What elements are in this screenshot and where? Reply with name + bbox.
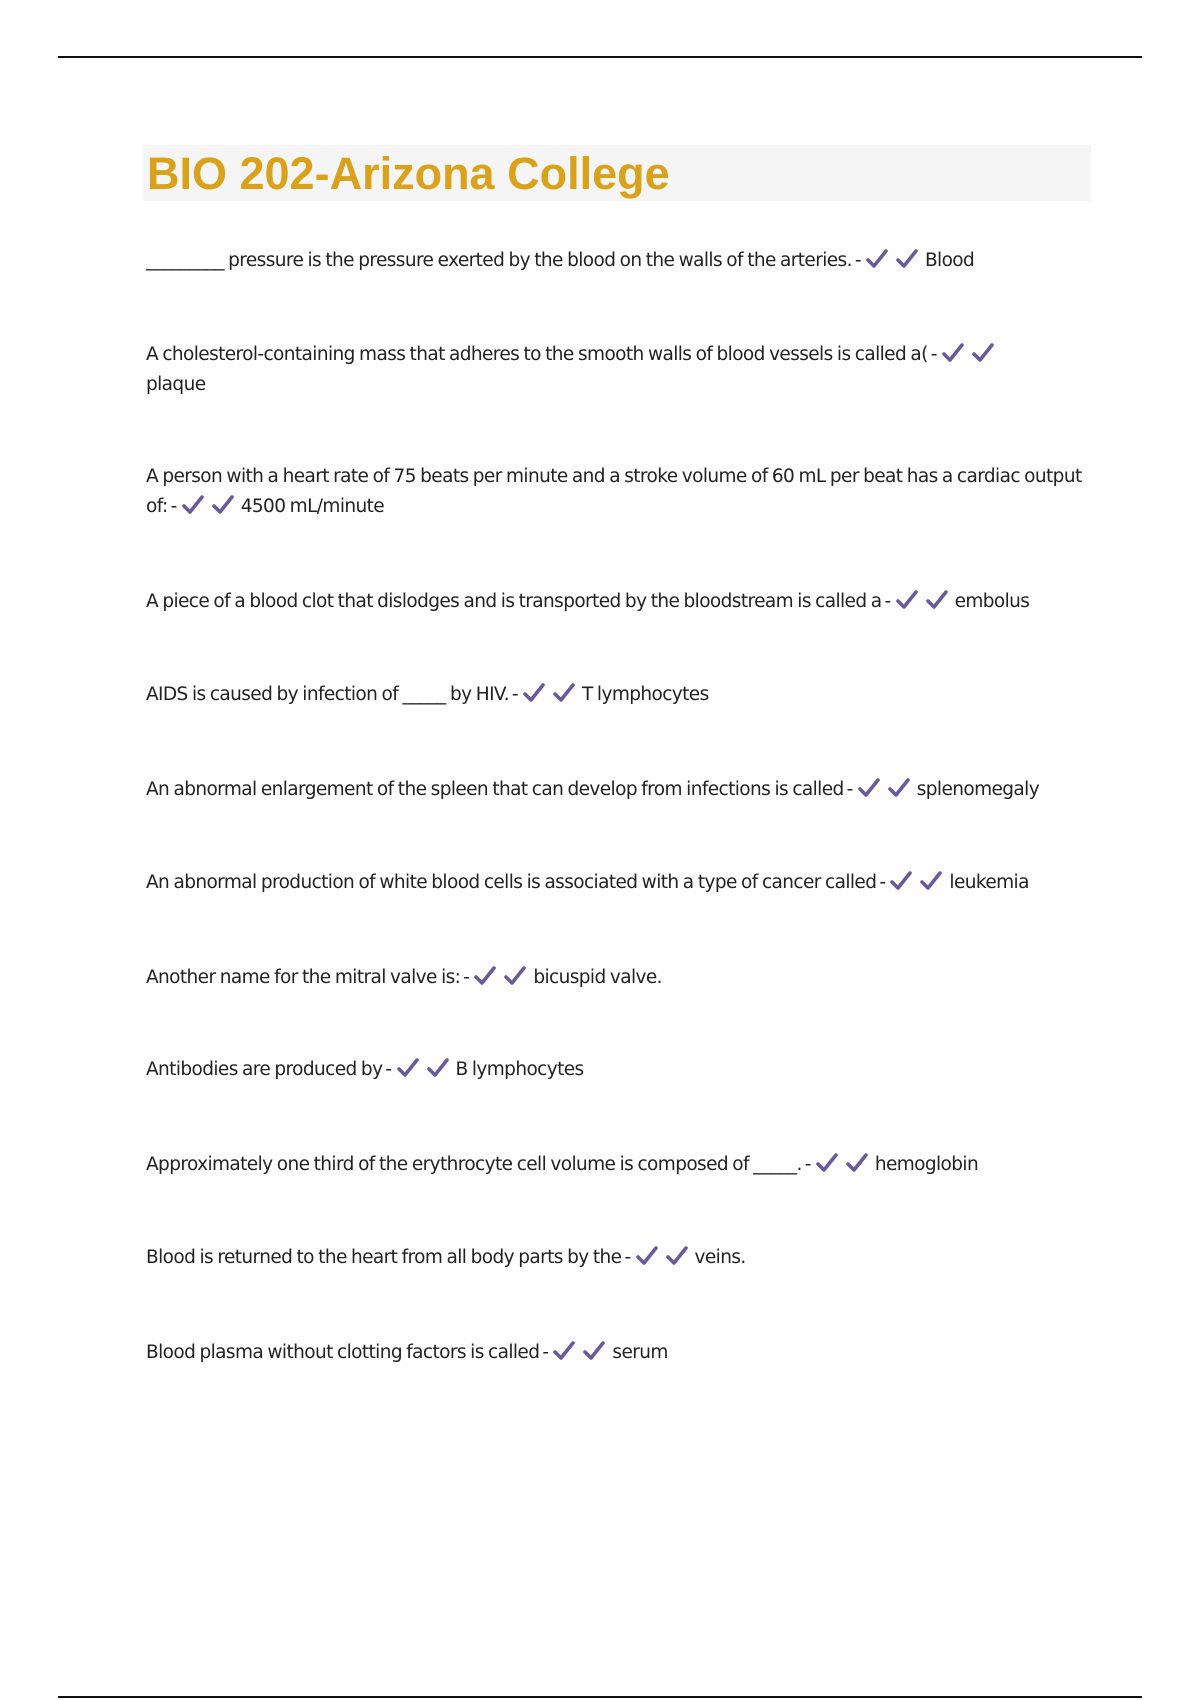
qa-item-1 <box>146 246 1096 276</box>
check-icon <box>941 342 965 364</box>
answer-text: Blood <box>924 250 975 271</box>
check-icon <box>635 1245 659 1267</box>
answer-text: T lymphocytes <box>581 684 709 705</box>
qa-item-2 <box>146 340 1096 400</box>
separator: - <box>879 872 886 893</box>
separator: - <box>930 344 937 365</box>
qa-item-11 <box>146 1243 1096 1273</box>
check-icon <box>552 682 576 704</box>
check-icon <box>919 870 943 892</box>
check-icon <box>503 965 527 987</box>
question-text: _________ pressure is the pressure exerted by the blood on the walls of the arteries. <box>146 250 852 271</box>
check-icon <box>925 589 949 611</box>
separator: - <box>385 1059 392 1080</box>
question-text: A cholesterol-containing mass that adheres to the smooth walls of blood vessels is called a( <box>146 344 928 365</box>
question-text: Another name for the mitral valve is: <box>146 967 461 988</box>
qa-item-12 <box>146 1338 1096 1368</box>
question-text: A piece of a blood clot that dislodges and is transported by the bloodstream is called a <box>146 591 882 612</box>
answer-text: bicuspid valve. <box>533 967 662 988</box>
question-text: Blood plasma without clotting factors is called <box>146 1342 540 1363</box>
separator: - <box>624 1247 631 1268</box>
document-title: BIO 202-Arizona College <box>147 148 670 199</box>
answer-text: embolus <box>954 591 1030 612</box>
separator: - <box>170 496 177 517</box>
question-text: Antibodies are produced by <box>146 1059 383 1080</box>
check-icon <box>815 1152 839 1174</box>
answer-text: hemoglobin <box>874 1154 979 1175</box>
check-icon <box>426 1057 450 1079</box>
separator: - <box>804 1154 811 1175</box>
check-icon <box>396 1057 420 1079</box>
separator: - <box>542 1342 549 1363</box>
answer-text: serum <box>612 1342 668 1363</box>
check-icon <box>895 248 919 270</box>
answer-text: 4500 mL/minute <box>240 496 385 517</box>
separator: - <box>884 591 891 612</box>
check-icon <box>971 342 995 364</box>
separator: - <box>463 967 470 988</box>
question-text: Approximately one third of the erythrocyte cell volume is composed of _____. <box>146 1154 802 1175</box>
answer-text: leukemia <box>949 872 1029 893</box>
qa-item-10 <box>146 1150 1096 1180</box>
question-text: Blood is returned to the heart from all body parts by the <box>146 1247 622 1268</box>
answer-text: plaque <box>146 374 206 395</box>
check-icon <box>211 494 235 516</box>
check-icon <box>552 1340 576 1362</box>
answer-text: B lymphocytes <box>455 1059 584 1080</box>
question-text: AIDS is caused by infection of _____ by HIV. <box>146 684 509 705</box>
check-icon <box>845 1152 869 1174</box>
check-icon <box>665 1245 689 1267</box>
question-text: An abnormal enlargement of the spleen that can develop from infections is called <box>146 779 844 800</box>
qa-item-6 <box>146 775 1096 805</box>
check-icon <box>895 589 919 611</box>
check-icon <box>865 248 889 270</box>
qa-item-8 <box>146 963 1096 993</box>
footer-rule <box>58 1696 1142 1698</box>
answer-text: splenomegaly <box>916 779 1040 800</box>
header-rule <box>58 56 1142 58</box>
check-icon <box>522 682 546 704</box>
qa-item-3 <box>146 462 1096 522</box>
qa-item-5 <box>146 680 1096 710</box>
check-icon <box>473 965 497 987</box>
check-icon <box>181 494 205 516</box>
check-icon <box>857 777 881 799</box>
qa-item-7 <box>146 868 1096 898</box>
separator: - <box>854 250 861 271</box>
question-text: An abnormal production of white blood cells is associated with a type of cancer called <box>146 872 877 893</box>
qa-item-4 <box>146 587 1096 617</box>
check-icon <box>887 777 911 799</box>
answer-text: veins. <box>694 1247 746 1268</box>
separator: - <box>846 779 853 800</box>
question-text: A person with a heart rate of 75 beats per minute and a stroke volume of 60 mL per beat has a cardiac output of: <box>146 466 1082 517</box>
separator: - <box>511 684 518 705</box>
check-icon <box>582 1340 606 1362</box>
qa-item-9 <box>146 1055 1096 1085</box>
check-icon <box>889 870 913 892</box>
